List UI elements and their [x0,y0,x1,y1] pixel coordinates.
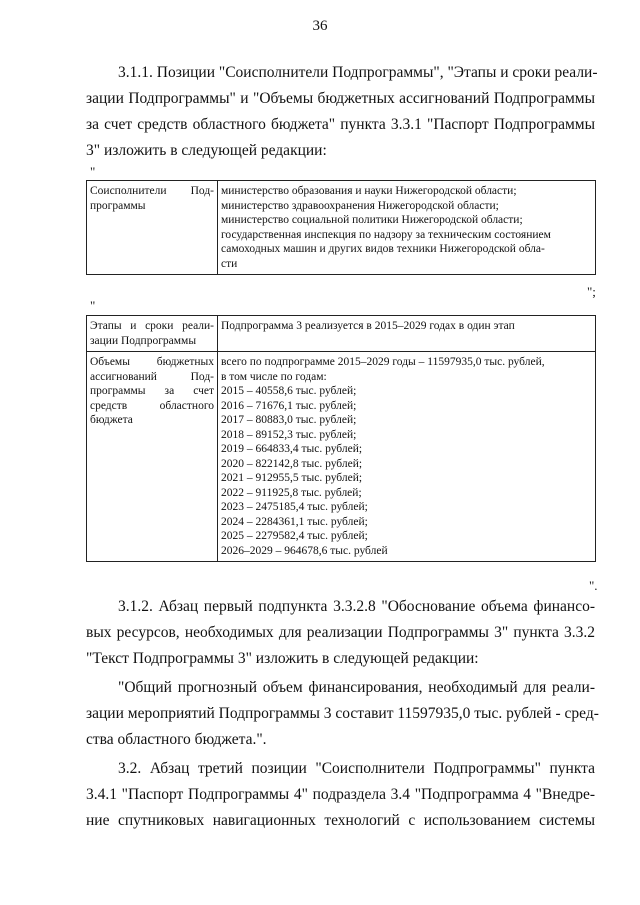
cell-line: Объемы бюджетных [90,356,214,368]
opening-quote: " [90,298,96,313]
cell-line: министерство социальной политики Нижегородской области; [221,214,523,226]
cell-line: 2025 – 2279582,4 тыс. рублей; [221,530,368,542]
text-line: ние спутниковых навигационных технологий с использованием системы [86,812,595,829]
table-row [87,352,596,562]
table-cell-label [87,181,218,275]
cell-line: Этапы и сроки реали- [90,320,214,332]
text-line: 3.1.1. Позиции "Соисполнители Подпрограммы", "Этапы и сроки реали- [118,64,598,81]
page-number: 36 [312,18,328,34]
closing-quote: ". [589,578,598,593]
text-line: 3.2. Абзац третий позиции "Соисполнители Подпрограммы" пункта [118,760,595,777]
cell-line: 2021 – 912955,5 тыс. рублей; [221,472,363,484]
opening-quote: " [90,164,96,179]
table-cell-label [87,316,218,352]
cell-line: 2022 – 911925,8 тыс. рублей; [221,486,362,499]
coexecutors-table [86,180,596,275]
cell-line: министерство образования и науки Нижегородской области; [221,185,517,197]
text-line: зации Подпрограммы" и "Объемы бюджетных ассигнований Подпрограммы [86,90,595,107]
text-line: 3" изложить в следующей редакции: [86,142,327,159]
cell-line: министерство здравоохранения Нижегородской области; [221,199,499,212]
cell-line: зации Подпрограммы [90,334,197,347]
cell-line: 2019 – 664833,4 тыс. рублей; [221,443,363,455]
cell-line: в том числе по годам: [221,370,327,383]
cell-line: 2015 – 40558,6 тыс. рублей; [221,385,357,397]
cell-line: 2024 – 2284361,1 тыс. рублей; [221,515,368,528]
cell-line: Соисполнители Под- [90,185,214,197]
cell-line: государственная инспекция по надзору за техническим состоянием [221,228,551,241]
cell-line: 2026–2029 – 964678,6 тыс. рублей [221,544,388,557]
cell-line: 2023 – 2475185,4 тыс. рублей; [221,501,368,513]
text-line: вых ресурсов, необходимых для реализации Подпрограммы 3" пункта 3.3.2 [86,624,595,641]
cell-line: ассигнований Под- [90,370,214,383]
cell-line: 2018 – 89152,3 тыс. рублей; [221,428,357,441]
cell-line: программы [90,199,146,212]
closing-quote: "; [587,284,596,299]
text-line: ства областного бюджета.". [86,731,267,748]
cell-line: средств областного [90,399,214,412]
cell-line: бюджета [90,414,133,426]
cell-line: самоходных машин и других видов техники Нижегородской обла- [221,243,545,255]
paragraph-3-1-1 [86,60,598,164]
cell-line: Подпрограмма 3 реализуется в 2015–2029 годах в один этап [221,320,515,332]
paragraph-3-2 [86,756,595,834]
cell-line: сти [221,257,238,270]
cell-line: программы за счет [90,385,214,397]
table-cell-value [218,352,596,562]
paragraph-3-1-2 [86,594,595,672]
cell-line: 2017 – 80883,0 тыс. рублей; [221,414,357,426]
table-cell-value [218,181,596,275]
text-line: за счет средств областного бюджета" пункта 3.3.1 "Паспорт Подпрограммы [86,116,595,133]
cell-line: 2020 – 822142,8 тыс. рублей; [221,457,363,470]
text-line: 3.4.1 "Паспорт Подпрограммы 4" подраздела 3.4 "Подпрограмма 4 "Внедре- [86,786,595,803]
text-line: "Текст Подпрограммы 3" изложить в следующей редакции: [86,650,479,667]
text-line: 3.1.2. Абзац первый подпункта 3.3.2.8 "Обоснование объема финансо- [118,598,595,615]
table-row [87,181,596,275]
paragraph-quote [86,675,599,753]
table-cell-label [87,352,218,562]
table-cell-value [218,316,596,352]
text-line: зации мероприятий Подпрограммы 3 составит 11597935,0 тыс. рублей - сред- [86,705,599,722]
cell-line: всего по подпрограмме 2015–2029 годы – 11597935,0 тыс. рублей, [221,356,545,368]
text-line: "Общий прогнозный объем финансирования, необходимый для реали- [118,679,595,696]
table-row [87,316,596,352]
cell-line: 2016 – 71676,1 тыс. рублей; [221,399,357,412]
stages-funding-table [86,315,596,562]
